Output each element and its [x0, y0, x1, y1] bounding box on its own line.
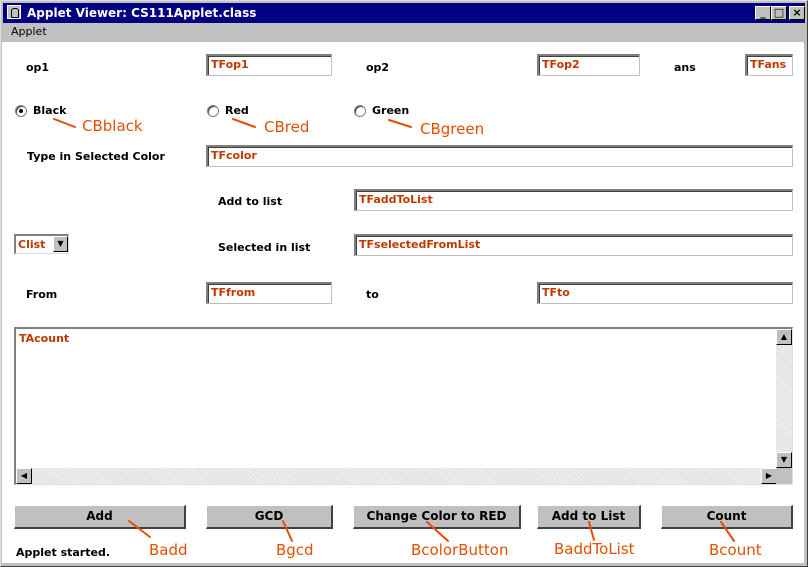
scroll-right-icon[interactable]: ▶ — [761, 468, 777, 484]
close-icon[interactable]: × — [789, 6, 805, 20]
op1-label: op1 — [26, 61, 50, 74]
op2-label: op2 — [366, 61, 390, 74]
clist-dropdown[interactable] — [14, 234, 69, 254]
radio-black-label[interactable]: Black — [33, 104, 67, 117]
add-to-list-button[interactable]: Add to List — [537, 505, 641, 529]
menu-applet[interactable]: Applet — [11, 25, 47, 38]
add-button[interactable]: Add — [14, 505, 186, 529]
color-label: Type in Selected Color — [27, 150, 165, 163]
annotation-bcount: Bcount — [709, 541, 762, 559]
status-text: Applet started. — [16, 546, 111, 559]
tfop2-field[interactable]: TFop2 — [537, 54, 640, 76]
count-button[interactable]: Count — [661, 505, 793, 529]
title-bar[interactable] — [3, 3, 805, 23]
annotation-cbblack: CBblack — [82, 117, 143, 135]
scroll-up-icon[interactable]: ▲ — [776, 329, 792, 345]
tfans-field[interactable]: TFans — [745, 54, 793, 76]
annotation-cbgreen: CBgreen — [420, 120, 485, 138]
scroll-down-icon[interactable]: ▼ — [776, 452, 792, 468]
chevron-down-icon[interactable]: ▼ — [53, 236, 68, 252]
radio-green-label[interactable]: Green — [372, 104, 410, 117]
annotation-bcolorbutton: BcolorButton — [411, 541, 509, 559]
tacount-textarea[interactable] — [14, 327, 793, 485]
annotation-bgcd: Bgcd — [276, 541, 314, 559]
radio-red[interactable] — [207, 105, 219, 117]
annotation-baddtolist: BaddToList — [554, 540, 635, 558]
scroll-left-icon[interactable]: ◀ — [16, 468, 32, 484]
tfto-field[interactable]: TFto — [537, 282, 793, 304]
horizontal-scrollbar[interactable] — [16, 468, 777, 484]
annotation-badd: Badd — [149, 541, 188, 559]
minimize-icon[interactable]: _ — [755, 6, 771, 20]
java-cup-icon[interactable] — [7, 5, 21, 19]
radio-green[interactable] — [354, 105, 366, 117]
gcd-button[interactable]: GCD — [206, 505, 333, 529]
window-title: Applet Viewer: CS111Applet.class — [27, 6, 257, 20]
annotation-cbred: CBred — [264, 118, 310, 136]
tfop1-field[interactable]: TFop1 — [206, 54, 332, 76]
scrollbar-corner — [776, 468, 792, 484]
tfselectedfromlist-field[interactable]: TFselectedFromList — [354, 234, 793, 256]
radio-black[interactable] — [15, 105, 27, 117]
clist-value: Clist — [18, 238, 46, 251]
add-to-list-label: Add to list — [218, 195, 283, 208]
vertical-scrollbar[interactable] — [776, 329, 792, 468]
maximize-icon[interactable]: □ — [771, 6, 787, 20]
radio-red-label[interactable]: Red — [225, 104, 249, 117]
ans-label: ans — [674, 61, 696, 74]
to-label: to — [366, 288, 379, 301]
tfaddtolist-field[interactable]: TFaddToList — [354, 189, 793, 211]
tfcolor-field[interactable]: TFcolor — [206, 145, 793, 167]
tffrom-field[interactable]: TFfrom — [206, 282, 332, 304]
selected-in-list-label: Selected in list — [218, 241, 311, 254]
menu-bar — [3, 24, 805, 43]
from-label: From — [26, 288, 58, 301]
tacount-text: TAcount — [19, 332, 70, 345]
change-color-button[interactable]: Change Color to RED — [353, 505, 521, 529]
